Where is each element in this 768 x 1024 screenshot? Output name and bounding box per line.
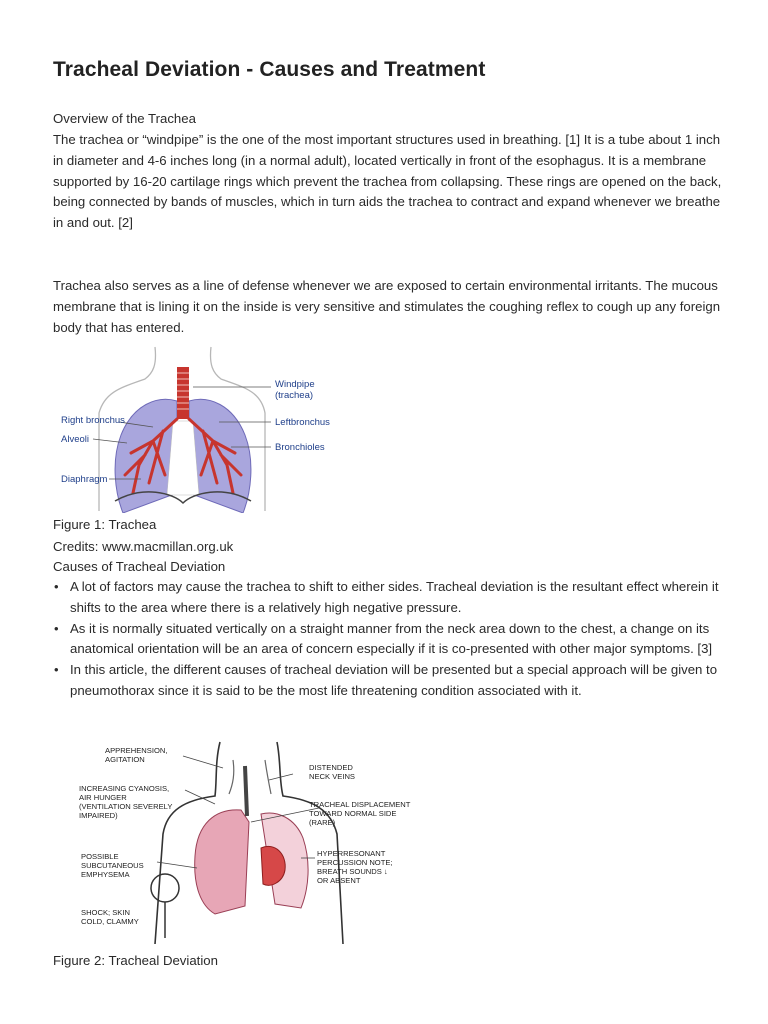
label-percussion-note: PERCUSSION NOTE;: [317, 858, 393, 867]
list-item: • A lot of factors may cause the trachea to shift to either sides. Tracheal deviation is the resultant effect wherein it shifts to the area where there is a relatively high negative pressure.: [53, 577, 733, 619]
displaced-trachea: [245, 766, 247, 816]
label-trachea: (trachea): [275, 390, 314, 401]
figure-trachea-diagram: [53, 343, 353, 513]
label-distended: DISTENDED: [309, 763, 353, 772]
label-alveoli: Alveoli: [61, 434, 89, 445]
label-rare: (RARE): [309, 818, 336, 827]
label-apprehension: APPREHENSION,: [105, 746, 168, 755]
figure-tracheal-deviation-diagram: [65, 738, 445, 944]
figure2-caption: Figure 2: Tracheal Deviation: [53, 953, 218, 968]
label-cold-clammy: COLD, CLAMMY: [81, 917, 139, 926]
label-shock: SHOCK; SKIN: [81, 908, 130, 917]
label-right-bronchus: Right bronchus: [61, 415, 125, 426]
label-ventilation: (VENTILATION SEVERELY: [79, 802, 173, 811]
windpipe-shape: [177, 367, 189, 419]
label-tracheal-displacement: TRACHEAL DISPLACEMENT: [309, 800, 411, 809]
paragraph-trachea-overview: The trachea or “windpipe” is the one of the most important structures used in breathing. [1] It is a tube about 1 inch in diameter and 4-6 inches long (in a normal adult), located vertically in front of the esophagus. It is a membrane supported by 16-20 cartilage rings which prevent the trachea from collapsing. These rings are opened on the back, being connected by bands of muscles, which in turn aids the trachea to contract and expand whenever we breathe in and out. [2]: [53, 132, 722, 231]
label-diaphragm: Diaphragm: [61, 474, 108, 485]
label-windpipe: Windpipe: [275, 379, 315, 390]
label-toward-normal-side: TOWARD NORMAL SIDE: [309, 809, 397, 818]
overview-heading: Overview of the Trachea: [53, 111, 196, 126]
label-bronchioles: Bronchioles: [275, 442, 325, 453]
page-title: Tracheal Deviation - Causes and Treatment: [53, 58, 486, 81]
label-impaired: IMPAIRED): [79, 811, 118, 820]
label-left-bronchus: Leftbronchus: [275, 417, 330, 428]
label-agitation: AGITATION: [105, 755, 145, 764]
label-neck-veins: NECK VEINS: [309, 772, 355, 781]
label-or-absent: OR ABSENT: [317, 876, 361, 885]
causes-list: [53, 577, 733, 702]
list-item: • In this article, the different causes of tracheal deviation will be presented but a special approach will be given to pneumothorax since it is said to be the most life threatening condition associated with it.: [53, 660, 733, 702]
label-cyanosis: INCREASING CYANOSIS,: [79, 784, 170, 793]
causes-heading: Causes of Tracheal Deviation: [53, 559, 226, 574]
label-possible: POSSIBLE: [81, 852, 119, 861]
paragraph-trachea-defense: Trachea also serves as a line of defense whenever we are exposed to certain environmental irritants. The mucous membrane that is lining it on the inside is very sensitive and stimulates the coughing reflex to cough up any foreign body that has entered.: [53, 278, 721, 335]
label-emphysema: EMPHYSEMA: [81, 870, 130, 879]
list-item: • As it is normally situated vertically on a straight manner from the neck area down to the chest, a change on its anatomical orientation will be an area of concern especially if it is co-presented with other major symptoms. [3]: [53, 619, 733, 661]
figure1-credits: Credits: www.macmillan.org.uk: [53, 539, 234, 554]
label-air-hunger: AIR HUNGER: [79, 793, 127, 802]
label-breath-sounds: BREATH SOUNDS ↓: [317, 867, 388, 876]
label-hyperresonant: HYPERRESONANT: [317, 849, 386, 858]
figure1-caption: Figure 1: Trachea: [53, 517, 157, 532]
label-subcutaneous: SUBCUTANEOUS: [81, 861, 144, 870]
